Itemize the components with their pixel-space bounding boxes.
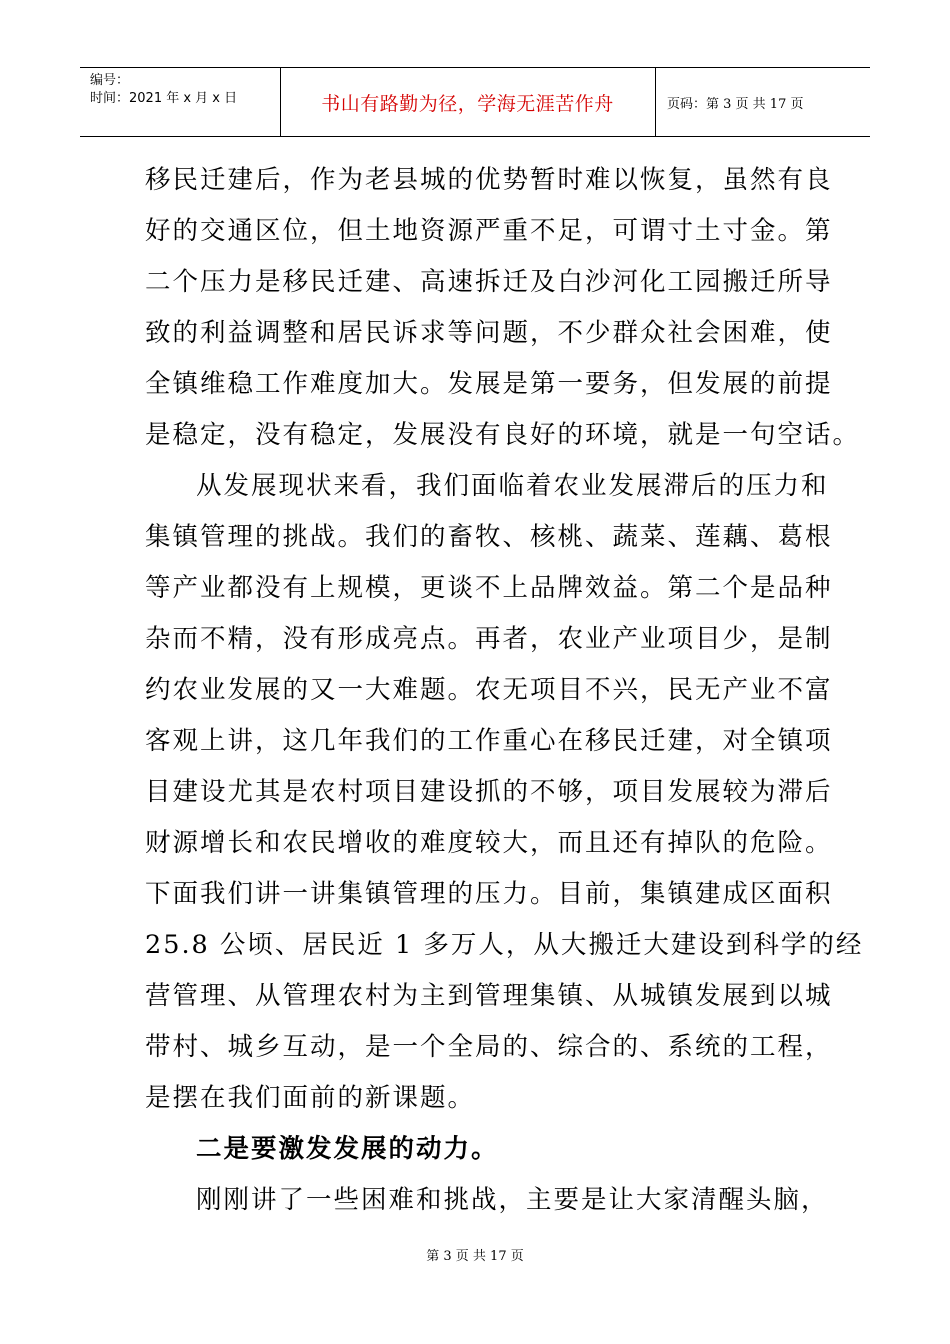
number-label: 编号：: [90, 73, 130, 88]
paragraph-start-line: 刚刚讲了一些困难和挑战，主要是让大家清醒头脑，: [196, 1185, 829, 1215]
page-footer: 第 3 页 共 17 页: [426, 1249, 524, 1264]
header-page-info: 页码：第 3 页 共 17 页: [667, 96, 804, 112]
body-line: 营管理、从管理农村为主到管理集镇、从城镇发展到以城: [145, 981, 833, 1011]
header-meta: [90, 72, 237, 108]
body-line: 目建设尤其是农村项目建设抓的不够，项目发展较为滞后: [145, 777, 833, 807]
body-line: 杂而不精，没有形成亮点。再者，农业产业项目少，是制: [145, 624, 833, 654]
time-label: 时间：2021 年 x 月 x 日: [90, 91, 238, 106]
body-line: 好的交通区位，但土地资源严重不足，可谓寸土寸金。第: [145, 216, 833, 246]
body-line: 是稳定，没有稳定，发展没有良好的环境，就是一句空话。: [145, 420, 861, 450]
body-line: 带村、城乡互动，是一个全局的、综合的、系统的工程，: [145, 1032, 833, 1062]
header-table: [80, 67, 870, 137]
body-text: [145, 155, 864, 1226]
paragraph-start-line: 从发展现状来看，我们面临着农业发展滞后的压力和: [196, 471, 829, 501]
body-line: 是摆在我们面前的新课题。: [145, 1083, 476, 1113]
body-line: 下面我们讲一讲集镇管理的压力。目前，集镇建成区面积: [145, 879, 833, 909]
header-motto: 书山有路勤为径，学海无涯苦作舟: [321, 92, 614, 115]
body-line: 等产业都没有上规模，更谈不上品牌效益。第二个是品种: [145, 573, 833, 603]
section-heading: 二是要激发发展的动力。: [196, 1134, 499, 1164]
body-line: 财源增长和农民增收的难度较大，而且还有掉队的危险。: [145, 828, 833, 858]
body-line: 约农业发展的又一大难题。农无项目不兴，民无产业不富: [145, 675, 833, 705]
body-line: 集镇管理的挑战。我们的畜牧、核桃、蔬菜、莲藕、葛根: [145, 522, 833, 552]
body-line: 客观上讲，这几年我们的工作重心在移民迁建，对全镇项: [145, 726, 833, 756]
body-line: 致的利益调整和居民诉求等问题，不少群众社会困难，使: [145, 318, 833, 348]
body-line: 移民迁建后，作为老县城的优势暂时难以恢复，虽然有良: [145, 165, 833, 195]
body-line: 二个压力是移民迁建、高速拆迁及白沙河化工园搬迁所导: [145, 267, 833, 297]
body-line: 全镇维稳工作难度加大。发展是第一要务，但发展的前提: [145, 369, 833, 399]
header-divider: [655, 68, 656, 136]
body-line: 25.8 公顷、居民近 1 多万人，从大搬迁大建设到科学的经: [145, 930, 864, 960]
